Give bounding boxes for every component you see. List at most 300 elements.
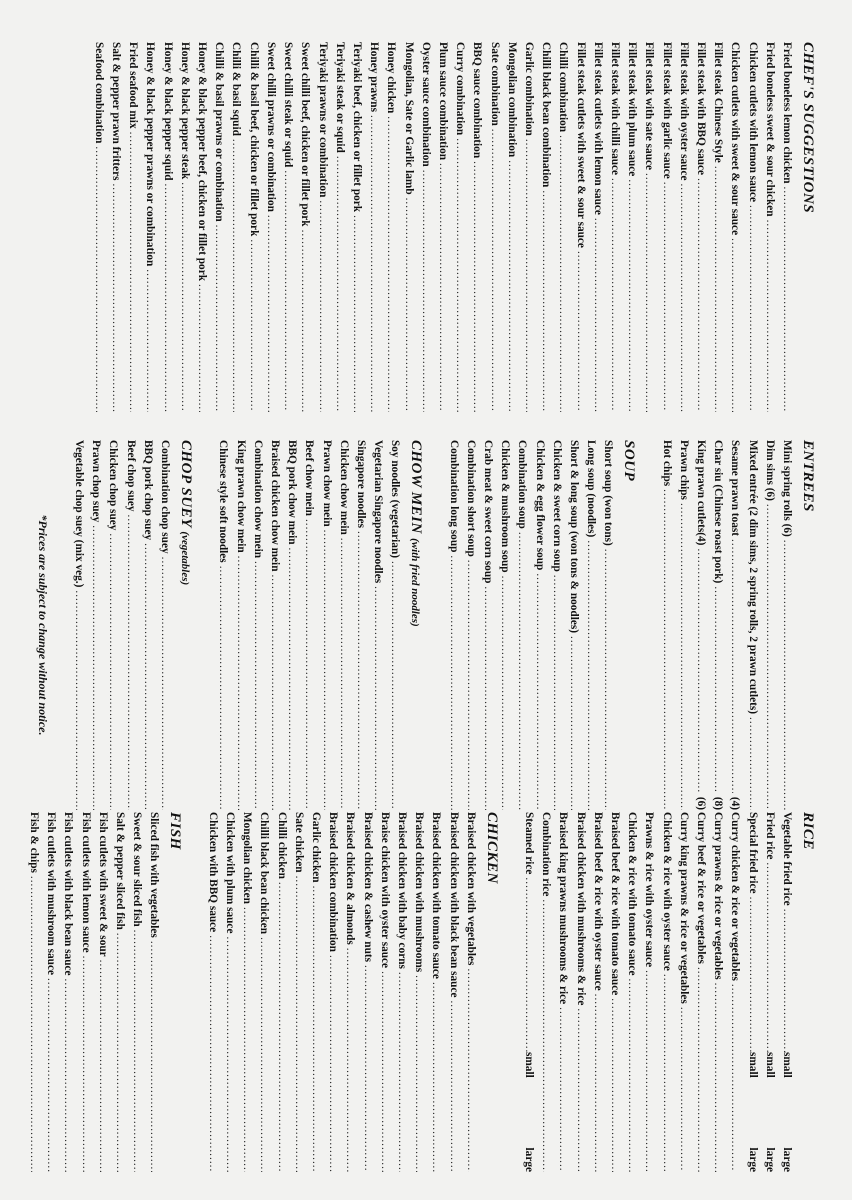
menu-item xyxy=(761,440,778,810)
menu-item xyxy=(675,440,692,810)
menu-item xyxy=(399,42,416,412)
menu-item-name: Fillet steak with oyster sauce xyxy=(677,42,690,181)
menu-item-name: Chilli black bean combination xyxy=(540,42,553,188)
dot-leader xyxy=(657,182,674,412)
menu-item-name: Braised beef & rice with tomato sauce xyxy=(608,812,621,996)
menu-item-name: Honey prawns xyxy=(368,42,381,112)
menu-item-name: Fish & chips xyxy=(28,812,41,873)
menu-item-name: Braised beef & rice with oyster sauce xyxy=(591,812,604,991)
menu-item-name: Plum sauce combination xyxy=(436,42,449,160)
dot-leader xyxy=(709,983,726,1172)
menu-item xyxy=(434,42,451,412)
menu-item xyxy=(290,812,307,1172)
menu-item-name: Beef chop suey xyxy=(124,440,137,512)
dot-leader xyxy=(238,907,255,1172)
dot-leader xyxy=(548,575,565,810)
dot-leader xyxy=(537,899,554,1172)
menu-item xyxy=(743,42,760,412)
menu-item xyxy=(139,440,156,810)
menu-item-name: Chilli combination xyxy=(557,42,570,133)
menu-item-name: Sweet chilli beef, chicken or fillet pork xyxy=(299,42,312,227)
menu-item-name: Mongolian combination xyxy=(505,42,518,158)
section-entrees xyxy=(657,440,816,810)
item-list xyxy=(520,812,795,1172)
section-title xyxy=(407,440,424,810)
dot-leader xyxy=(761,220,778,412)
menu-item-name: Honey & black pepper steak xyxy=(178,42,191,180)
menu-item xyxy=(348,42,365,412)
menu-item xyxy=(266,440,283,810)
dot-leader xyxy=(606,998,623,1172)
menu-item-name: Salt & pepper sliced fish xyxy=(114,812,127,930)
menu-item xyxy=(227,42,244,412)
menu-item-name: Combination soup xyxy=(516,440,529,529)
menu-item xyxy=(341,812,358,1172)
section-title: SOUP xyxy=(621,440,638,482)
dot-leader xyxy=(417,170,434,412)
item-list xyxy=(657,440,795,810)
menu-item xyxy=(204,812,221,1172)
dot-leader xyxy=(227,139,244,412)
menu-item xyxy=(42,812,59,1172)
menu-item-name: Sweet chilli prawns or combination xyxy=(264,42,277,212)
menu-item-name: Fish cutlets with sweet & sour xyxy=(96,812,109,957)
dot-leader xyxy=(399,198,416,412)
menu-item-name: Special fried rice xyxy=(746,812,759,894)
menu-item-name: Braised king prawns mushrooms & rice xyxy=(557,812,570,1005)
menu-item-name: Fillet steak cutlets with sweet & sour sauce xyxy=(574,42,587,248)
menu-item-name: Fish cutlets with lemon sauce xyxy=(79,812,92,953)
menu-item-name: Vegetable chop suey (mix veg.) xyxy=(73,440,86,588)
section-subtitle: (vegetables) xyxy=(179,531,192,586)
menu-item-name: Fried boneless sweet & sour chicken xyxy=(763,42,776,217)
menu-item xyxy=(210,42,227,412)
menu-item-name: Sate combination xyxy=(488,42,501,126)
menu-item-name: Mixed entrée (2 dim sims, 2 spring rolls, 2 prawn cutlets) xyxy=(746,440,759,715)
dot-leader xyxy=(25,876,42,1172)
menu-item-name: Sesame prawn toast xyxy=(729,440,742,537)
size-large-label: large xyxy=(781,1147,793,1172)
size-options xyxy=(520,1052,537,1172)
menu-item xyxy=(520,812,537,1172)
menu-item-name: Crab meat & sweet corn soup xyxy=(481,440,494,584)
menu-item xyxy=(589,42,606,412)
dot-leader xyxy=(204,935,221,1172)
menu-item xyxy=(369,440,386,810)
dot-leader xyxy=(145,941,162,1172)
menu-item xyxy=(657,440,674,810)
menu-item xyxy=(238,812,255,1172)
dot-leader xyxy=(451,138,468,412)
dot-leader xyxy=(158,184,175,412)
menu-item-name: Prawn chop suey xyxy=(90,440,103,523)
dot-leader xyxy=(692,967,709,1172)
menu-item xyxy=(331,42,348,412)
menu-item-name: Curry beef & rice or vegetables xyxy=(694,812,707,964)
dot-leader xyxy=(76,956,93,1172)
dot-leader xyxy=(122,515,139,810)
dot-leader xyxy=(496,576,513,810)
dot-leader xyxy=(513,532,530,810)
dot-leader xyxy=(107,183,124,412)
dot-leader xyxy=(479,586,496,810)
menu-item-name: Fried boneless lemon chicken xyxy=(781,42,793,184)
menu-item-name: Fillet steak with plum sauce xyxy=(626,42,639,177)
section-chicken xyxy=(204,812,500,1172)
dot-leader xyxy=(675,503,692,810)
dot-leader xyxy=(692,178,709,412)
section-title-main: CHOW MEIN xyxy=(408,440,425,534)
menu-item xyxy=(90,42,107,412)
menu-item-name: Long soup (noodles) xyxy=(585,440,598,538)
dot-leader xyxy=(554,1007,571,1172)
menu-item xyxy=(709,812,726,1172)
dot-leader xyxy=(520,139,537,412)
menu-item xyxy=(76,812,93,1172)
menu-item-name: Chilli & basil beef, chicken or fillet pork xyxy=(247,42,260,237)
menu-item xyxy=(317,440,334,810)
menu-item-name: Beef chow mein xyxy=(303,440,316,516)
size-options xyxy=(743,1052,760,1172)
menu-item-name: Braised chicken & almonds xyxy=(344,812,357,945)
menu-item xyxy=(376,812,393,1172)
item-list xyxy=(70,440,173,810)
dot-leader xyxy=(462,968,479,1172)
menu-item xyxy=(554,812,571,1172)
section-title: FISH xyxy=(167,812,184,850)
dot-leader xyxy=(743,897,760,1052)
dot-leader xyxy=(444,1000,461,1172)
menu-item-name: Chicken cutlets with sweet & sour sauce xyxy=(729,42,742,236)
menu-item xyxy=(778,440,795,810)
dot-leader xyxy=(262,215,279,412)
menu-item-quantity: (8) xyxy=(712,796,725,810)
dot-leader xyxy=(221,936,238,1172)
menu-item-name: Short soup (won tons) xyxy=(602,440,615,546)
menu-item xyxy=(122,440,139,810)
dot-leader xyxy=(94,960,111,1172)
menu-item xyxy=(124,42,141,412)
section-title-main: CHOP SUEY xyxy=(178,440,195,528)
menu-item xyxy=(606,812,623,1172)
menu-item-name: Combination chow mein xyxy=(251,440,264,558)
dot-leader xyxy=(358,965,375,1172)
dot-leader xyxy=(726,984,743,1172)
menu-item xyxy=(537,42,554,412)
dot-leader xyxy=(283,548,300,810)
dot-leader xyxy=(444,555,461,810)
menu-item-name: Chicken & mushroom soup xyxy=(499,440,512,573)
dot-leader xyxy=(503,160,520,412)
dot-leader xyxy=(386,561,403,810)
menu-item-name: Steamed rice xyxy=(522,812,535,875)
dot-leader xyxy=(554,135,571,412)
menu-item xyxy=(365,42,382,412)
dot-leader xyxy=(565,636,582,810)
size-options xyxy=(761,1052,778,1172)
menu-item-name: Chicken & egg flower soup xyxy=(533,440,546,571)
menu-item-name: Teriyaki prawns or combination xyxy=(316,42,329,198)
menu-item-name: Braised chicken & cashew nuts xyxy=(361,812,374,963)
menu-column-left xyxy=(70,42,816,412)
dot-leader xyxy=(376,971,393,1172)
item-list xyxy=(214,440,403,810)
dot-leader xyxy=(743,717,760,810)
menu-item-name: Seafood combination xyxy=(92,42,105,144)
menu-item-name: Combination long soup xyxy=(447,440,460,553)
dot-leader xyxy=(761,862,778,1052)
menu-item xyxy=(382,42,399,412)
menu-item-name: Braised chicken with vegetables xyxy=(464,812,477,966)
menu-item xyxy=(249,440,266,810)
dot-leader xyxy=(272,882,289,1172)
dot-leader xyxy=(193,284,210,412)
dot-leader xyxy=(245,239,262,412)
menu-item xyxy=(410,812,427,1172)
dot-leader xyxy=(335,538,352,810)
size-small-label: small xyxy=(746,1052,759,1078)
menu-item xyxy=(386,440,403,810)
menu-item xyxy=(427,812,444,1172)
menu-item xyxy=(107,42,124,412)
menu-item-name: Braised chicken with mushrooms xyxy=(413,812,426,973)
menu-item xyxy=(606,42,623,412)
menu-item xyxy=(582,440,599,810)
section-subtitle: (with fried noodles) xyxy=(409,538,422,627)
menu-item xyxy=(743,812,760,1172)
menu-item-name: Chicken with plum sauce xyxy=(223,812,236,934)
dot-leader xyxy=(709,586,726,792)
menu-item xyxy=(692,812,709,1172)
menu-item xyxy=(726,42,743,412)
dot-leader xyxy=(139,543,156,810)
dot-leader xyxy=(176,182,193,412)
item-list xyxy=(204,812,479,1172)
menu-item-name: Chinese style soft noodles xyxy=(217,440,230,563)
dot-leader xyxy=(42,978,59,1172)
menu-item xyxy=(128,812,145,1172)
menu-item xyxy=(692,42,709,412)
menu-item xyxy=(104,440,121,810)
dot-leader xyxy=(313,200,330,412)
menu-item xyxy=(358,812,375,1172)
menu-item-name: Braised chicken with baby corns xyxy=(395,812,408,969)
dot-leader xyxy=(675,183,692,412)
dot-leader xyxy=(599,549,616,810)
section-title: CHICKEN xyxy=(483,812,500,884)
menu-item xyxy=(279,42,296,412)
menu-item xyxy=(262,42,279,412)
menu-item xyxy=(352,440,369,810)
menu-item xyxy=(675,42,692,412)
menu-item-name: Fillet steak Chinese Style xyxy=(712,42,725,163)
item-list xyxy=(90,42,795,412)
menu-column-middle xyxy=(35,440,816,810)
dot-leader xyxy=(571,1008,588,1172)
menu-item xyxy=(778,42,795,412)
menu-item-name: Chicken & rice with oyster sauce xyxy=(660,812,673,971)
section-chefs-suggestions xyxy=(90,42,816,412)
price-notice: *Prices are subject to change without notice. xyxy=(35,514,50,736)
menu-item xyxy=(87,440,104,810)
dot-leader xyxy=(369,586,386,810)
menu-item-name: Braised chicken with mushrooms & rice xyxy=(574,812,587,1006)
menu-item-name: Honey & black pepper prawns or combination xyxy=(144,42,157,267)
menu-item-name: Garlic chicken xyxy=(309,812,322,883)
menu-item xyxy=(599,440,616,810)
menu-item-name: Fillet steak cutlets with lemon sauce xyxy=(591,42,604,215)
dot-leader xyxy=(462,560,479,810)
menu-item xyxy=(537,812,554,1172)
dot-leader xyxy=(124,132,141,412)
item-list xyxy=(444,440,616,810)
dot-leader xyxy=(331,156,348,412)
dot-leader xyxy=(141,269,158,412)
dot-leader xyxy=(87,525,104,810)
menu-item xyxy=(214,440,231,810)
menu-item xyxy=(221,812,238,1172)
menu-item xyxy=(623,42,640,412)
dot-leader xyxy=(485,129,502,412)
dot-leader xyxy=(156,557,173,810)
dot-leader xyxy=(692,548,709,792)
dot-leader xyxy=(266,574,283,810)
dot-leader xyxy=(307,886,324,1172)
menu-item-quantity: (6) xyxy=(694,796,707,810)
dot-leader xyxy=(382,116,399,412)
menu-item-name: Braised chicken chow mein xyxy=(268,440,281,572)
menu-item-name: Curry chicken & rice or vegetables xyxy=(729,812,742,981)
dot-leader xyxy=(104,533,121,810)
menu-item-name: Chilli black bean chicken xyxy=(258,812,271,935)
menu-item xyxy=(726,440,743,810)
menu-item xyxy=(657,42,674,412)
menu-item xyxy=(193,42,210,412)
menu-item xyxy=(513,440,530,810)
dot-leader xyxy=(709,166,726,412)
menu-item xyxy=(324,812,341,1172)
menu-item-name: Chicken chop suey xyxy=(107,440,120,531)
dot-leader xyxy=(324,955,341,1172)
size-small-label: small xyxy=(763,1052,776,1078)
section-fish xyxy=(25,812,184,1172)
menu-item xyxy=(444,812,461,1172)
menu-item-name: Prawn chips xyxy=(677,440,690,500)
menu-item xyxy=(479,440,496,810)
dot-leader xyxy=(640,970,657,1172)
menu-item-name: Sweet chilli steak or squid xyxy=(282,42,295,168)
size-large-label: large xyxy=(763,1147,776,1172)
section-chow-mein xyxy=(214,440,424,810)
menu-item xyxy=(283,440,300,810)
dot-leader xyxy=(606,178,623,412)
menu-item xyxy=(530,440,547,810)
dot-leader xyxy=(468,161,485,412)
dot-leader xyxy=(530,573,547,810)
dot-leader xyxy=(657,489,674,810)
menu-item xyxy=(245,42,262,412)
menu-item-name: Prawn chow mein xyxy=(320,440,333,527)
menu-item-name: Teriyaki steak or squid xyxy=(333,42,346,153)
menu-item-name: BBQ pork chop suey xyxy=(141,440,154,541)
menu-item-name: Chicken with BBQ sauce xyxy=(206,812,219,933)
menu-item-name: King prawn cutlets(4) xyxy=(694,440,707,546)
menu-item-name: Short & long soup (won tons & noodles) xyxy=(567,440,580,634)
dot-leader xyxy=(70,590,87,810)
dot-leader xyxy=(352,531,369,810)
menu-item-name: Prawns & rice with oyster sauce xyxy=(643,812,656,968)
menu-item xyxy=(571,42,588,412)
dot-leader xyxy=(778,909,795,1052)
section-chop-suey xyxy=(70,440,194,810)
menu-item xyxy=(451,42,468,412)
menu-item xyxy=(761,812,778,1172)
menu-item xyxy=(657,812,674,1172)
menu-item-name: Soy noodles (vegetarian) xyxy=(389,440,402,558)
menu-item xyxy=(496,440,513,810)
menu-item-name: BBQ pork chow mein xyxy=(286,440,299,545)
menu-item xyxy=(145,812,162,1172)
menu-item xyxy=(462,812,479,1172)
menu-item-name: Sliced fish with vegetables xyxy=(148,812,161,938)
menu-item xyxy=(70,440,87,810)
dot-leader xyxy=(341,948,358,1172)
menu-item-name: Combination chop suey xyxy=(159,440,172,554)
menu-item xyxy=(296,42,313,412)
menu-item-name: BBQ sauce combination xyxy=(471,42,484,159)
dot-leader xyxy=(582,540,599,810)
section-rice xyxy=(520,812,816,1172)
menu-item-name: Singapore noodles xyxy=(354,440,367,528)
menu-item xyxy=(640,812,657,1172)
menu-item-name: Dim sims (6) xyxy=(763,440,776,501)
size-small-label: small xyxy=(781,1052,793,1078)
menu-item-name: Curry prawns & rice or vegetables xyxy=(712,812,725,980)
menu-item xyxy=(231,440,248,810)
menu-item xyxy=(158,42,175,412)
section-title: ENTREES xyxy=(800,440,816,512)
menu-item xyxy=(726,812,743,1172)
dot-leader xyxy=(589,994,606,1172)
dot-leader xyxy=(640,173,657,412)
menu-item-name: Honey & black pepper squid xyxy=(161,42,174,181)
dot-leader xyxy=(778,187,795,412)
menu-item-name: Mini spring rolls (6) xyxy=(781,440,793,537)
menu-item-name: Fillet steak with sate sauce xyxy=(643,42,656,171)
menu-item xyxy=(675,812,692,1172)
menu-item xyxy=(25,812,42,1172)
menu-item-name: Chilli chicken xyxy=(275,812,288,879)
menu-item xyxy=(156,440,173,810)
dot-leader xyxy=(290,876,307,1172)
menu-item-name: Sate chicken xyxy=(292,812,305,873)
dot-leader xyxy=(300,519,317,810)
dot-leader xyxy=(761,504,778,810)
menu-item xyxy=(444,440,461,810)
dot-leader xyxy=(778,540,795,810)
menu-item-name: Char siu (Chinese roast pork) xyxy=(712,440,725,584)
dot-leader xyxy=(410,975,427,1172)
menu-item-name: Hot chips xyxy=(660,440,673,487)
menu-item-name: Chicken chow mein xyxy=(337,440,350,535)
dot-leader xyxy=(59,979,76,1172)
menu-column-right xyxy=(5,812,816,1172)
dot-leader xyxy=(623,179,640,412)
menu-item xyxy=(743,440,760,810)
menu-item xyxy=(503,42,520,412)
menu-item xyxy=(571,812,588,1172)
menu-item xyxy=(692,440,709,810)
